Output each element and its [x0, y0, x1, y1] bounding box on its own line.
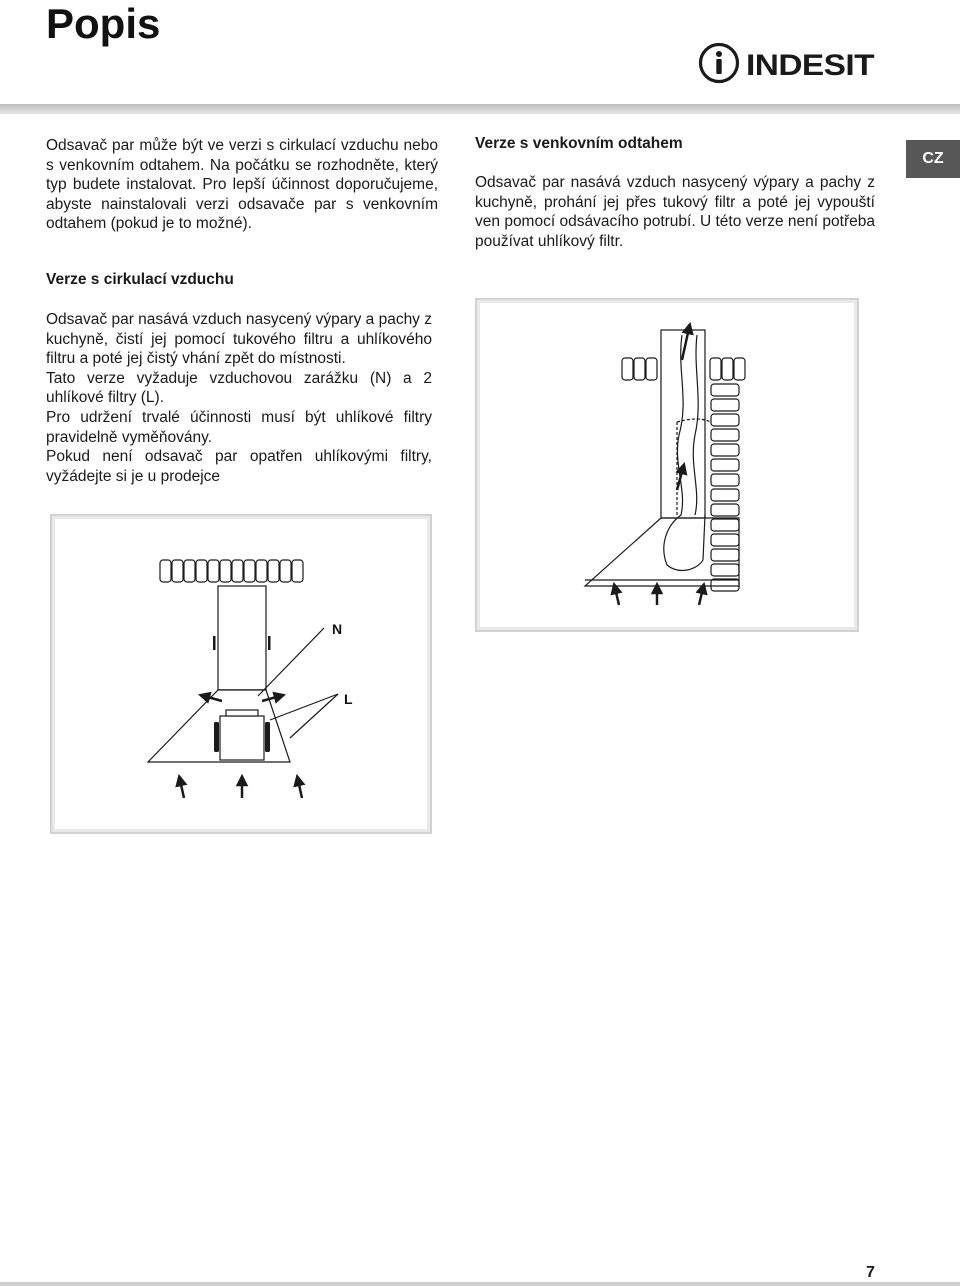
recirculation-hood-illustration	[52, 516, 430, 832]
label-n: N	[332, 621, 343, 637]
recirculation-paragraph: Pokud není odsavač par opatřen uhlíkovými filtry, vyžádejte si je u prodejce	[46, 448, 432, 485]
indesit-logo-icon	[698, 42, 878, 84]
exhaust-version-body: Odsavač par nasává vzduch nasycený výpary a pachy z kuchyně, prohání jej přes tukový filtr a poté jej vypouští ven pomocí odsávacího potrubí. U této verze není potřeba používat uhlíkový filtr.	[475, 174, 875, 250]
footer-band	[0, 1282, 960, 1286]
recirculation-paragraph: Pro udržení trvalé účinnosti musí být uhlíkové filtry pravidelně vyměňovány.	[46, 408, 432, 446]
language-tab: CZ	[906, 140, 960, 178]
exhaust-hood-illustration	[477, 300, 857, 630]
recirculation-version-body	[46, 310, 432, 486]
header-band	[0, 104, 960, 114]
recirculation-paragraph: Tato verze vyžaduje vzduchovou zarážku (N) a 2 uhlíkové filtry (L).	[46, 369, 432, 407]
exhaust-version-heading: Verze s venkovním odtahem	[475, 135, 683, 152]
recirculation-version-figure	[50, 514, 432, 834]
page-title: Popis	[46, 0, 161, 47]
recirculation-version-heading: Verze s cirkulací vzduchu	[46, 271, 234, 288]
label-l: L	[344, 691, 353, 707]
intro-paragraph: Odsavač par může být ve verzi s cirkulací vzduchu nebo s venkovním odtahem. Na počátku se rozhodněte, který typ budete instalovat. Pro lepší účinnost doporučujeme, abyste nainstalovali verzi odsavače par s venkovním odtahem (pokud je to možné).	[46, 137, 438, 233]
page-number: 7	[866, 1264, 875, 1281]
svg-text:INDESIT: INDESIT	[746, 49, 875, 82]
recirculation-paragraph: Odsavač par nasává vzduch nasycený výpary a pachy z kuchyně, čistí jej pomocí tukového filtru a uhlíkového filtru a poté jej čistý vhání zpět do místnosti.	[46, 311, 432, 368]
exhaust-version-figure	[475, 298, 859, 632]
brand-logo	[698, 42, 878, 84]
